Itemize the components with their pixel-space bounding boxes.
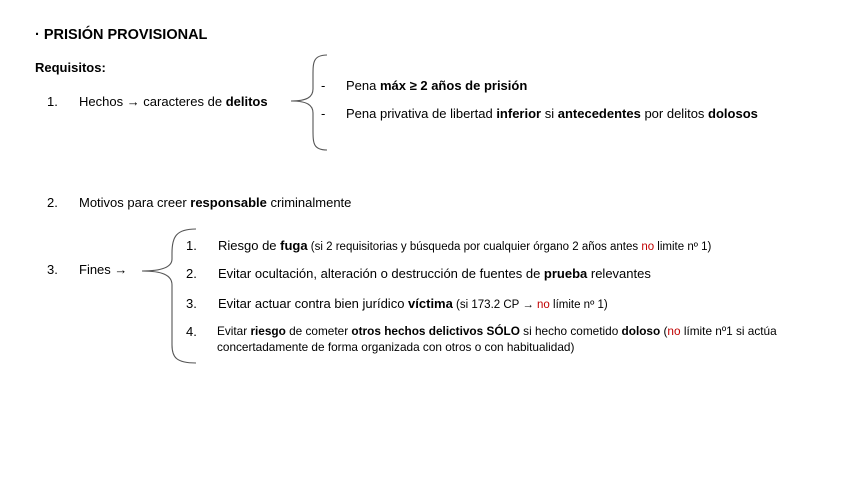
item-1-sub-2: Pena privativa de libertad inferior si antecedentes por delitos dolosos [346,106,758,121]
item-3-number: 3. [47,262,58,277]
fin-2-number: 2. [186,266,197,281]
item-1-number: 1. [47,94,58,109]
fin-4-text-line-2: concertadamente de forma organizada con otros o con habitualidad) [217,340,575,354]
fin-3-text: Evitar actuar contra bien jurídico víctima (si 173.2 CP → no límite nº 1) [218,296,608,311]
item-1-sub-1-bullet: - [321,78,326,93]
fin-3-number: 3. [186,296,197,311]
fin-4-text-line-1: Evitar riesgo de cometer otros hechos delictivos SÓLO si hecho cometido doloso (no límite nº1 si actúa [217,324,777,338]
brace-item-1 [285,53,333,153]
item-1-sub-2-bullet: - [321,106,326,121]
fin-4-number: 4. [186,324,197,339]
item-1-sub-1: Pena máx ≥ 2 años de prisión [346,78,528,93]
item-2-number: 2. [47,195,58,210]
requisitos-heading: Requisitos: [35,60,106,75]
page-title: · PRISIÓN PROVISIONAL [35,27,208,43]
fin-1-text: Riesgo de fuga (si 2 requisitorias y búsqueda por cualquier órgano 2 años antes no limite nº 1) [218,238,712,253]
item-3-label: Fines → [79,262,128,277]
item-1-label: Hechos → caracteres de delitos [79,94,268,109]
item-2-text: Motivos para creer responsable criminalmente [79,195,352,210]
fin-1-number: 1. [186,238,197,253]
fin-2-text: Evitar ocultación, alteración o destrucción de fuentes de prueba relevantes [218,266,651,281]
